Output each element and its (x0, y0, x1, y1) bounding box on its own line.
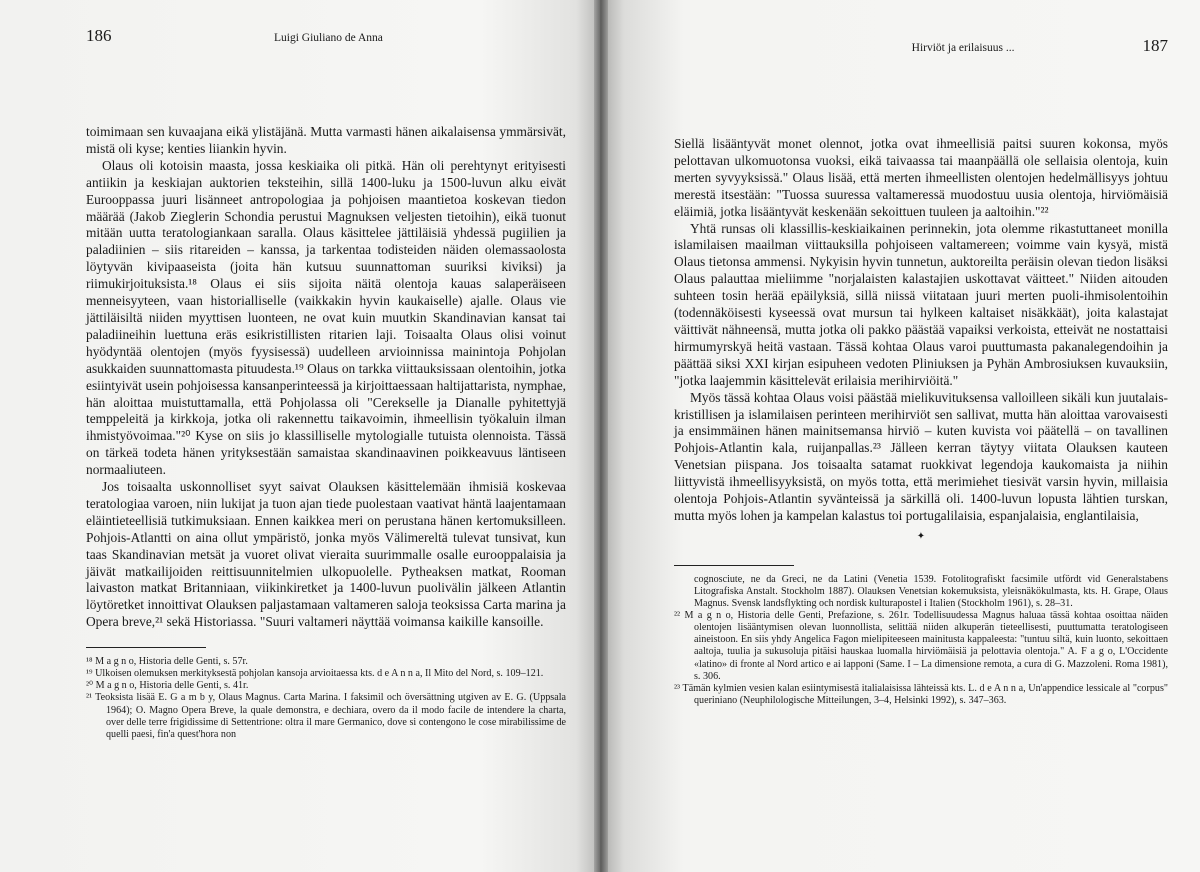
footnote: ²⁰ M a g n o, Historia delle Genti, s. 41r. (86, 680, 249, 692)
footnote: ¹⁹ Ulkoisen olemuksen merkityksestä pohjolan kansoja arvioitaessa kts. d e A n n a, Il Mito del Nord, s. 109–121. (86, 668, 544, 680)
footnote-rule (86, 647, 206, 648)
book-gutter-shadow (594, 0, 608, 872)
footnote: ¹⁸ M a g n o, Historia delle Genti, s. 57r. (86, 656, 248, 668)
left-page-header (86, 26, 566, 66)
right-footnotes (674, 574, 1168, 707)
running-head: Luigi Giuliano de Anna (274, 32, 383, 44)
footnote: ²¹ Teoksista lisää E. G a m b y, Olaus Magnus. Carta Marina. I faksimil och översättning utgiven av E. G. (Uppsala 1964); O. Magno Opera Breve, la quale demonstra, e dechiara, overo da il modo facile de intendere la charta, over delle terre frigidissime di Settentrione: oltra il mare Germanico, dove si contengono le cose mirabilissime de quelli paesi, fin'a quest'hora non (86, 692, 566, 740)
right-page-body (674, 136, 1168, 525)
footnote: ²² M a g n o, Historia delle Genti, Prefazione, s. 261r. Todellisuudessa Magnus haluaa tässä kohtaa osoittaa näiden olentojen lisääntymisen olevan luonnollista, selittää niiden alkuperän tieteellisesti, puuttumatta teratologiseen aineistoon. En siis yhdy Angelica Fagon mielipiteeseen mainitusta kappaleesta: "tuntuu siltä, kuin luonto, sekoittaen aaltoja, tuulia ja sukusoluja pitäisi hauskaa luomalla hirviömäisiä ja pelottavia olentoja." A. F a g o, L'Occidente «latino» di fronte al Nord artico e ai lapponi (Same. I – La dimensione remota, a cura di G. Mazzoleni. Roma 1981), s. 306. (674, 610, 1168, 682)
page-number: 186 (86, 26, 112, 45)
paragraph: Jos toisaalta uskonnolliset syyt saivat Olauksen käsittelemään ihmisiä koskevaa teratologiaa varoen, niin lukijat ja tuon ajan tiede puolestaan vaativat häntä laajentamaan eläintieteellisiä tutkimuksiaan. Ennen kaikkea meri on perustana hänen kertomuksilleen. Pohjois-Atlantti on aina ollut ympäristö, jonka myös Välimereltä tulevat tunsivat, kun taas Skandinavian metsät ja vuoret olivat vieraita suurimmalle osalle eurooppalaisia ja jäivät matkailijoiden reittisuunnitelmien ulkopuolelle. Pytheaksen matkat, Rooman laivaston matkat Britanniaan, viikinkiretket ja 1400-luvun puolivälin jälkeen Atlantin löytöretket innoittivat Olauksen paljastamaan valtameren saloja teoksissa Carta marina ja Opera breve,²¹ sekä Historiassa. "Suuri valtameri näyttää voimansa kaikille kansoille. (86, 479, 566, 630)
page-number: 187 (1142, 36, 1168, 55)
running-head: Hirviöt ja erilaisuus ... (911, 42, 1015, 54)
left-footnotes (86, 656, 566, 741)
ornament-mark: ✦ (916, 530, 926, 542)
left-page-body (86, 124, 566, 631)
footnote: ²³ Tämän kylmien vesien kalan esiintymisestä italialaisissa lähteissä kts. L. d e A n n a, Un'appendice lessicale al "corpus" queriniano (Neuphilologische Mitteilungen, 3–4, Helsinki 1992), s. 347–363. (674, 682, 1168, 706)
paragraph: Myös tässä kohtaa Olaus voisi päästää mielikuvituksensa valloilleen sikäli kun juutalais-kristillisen ja islamilaisen perinteen merihirviöt sen sallivat, mutta hän aloittaa varovaisesti ja ensimmäinen hänen mainitsemansa hirviö – kuten kuvista voi päätellä – on tavallinen Pohjois-Atlantin kala, ruijanpallas.²³ Jälleen kerran täytyy viitata Olauksen kauteen Venetsian piispana. Jos toisaalta satamat ruokkivat legendoja kaukomaista ja niihin liittyvistä ihmeellisyyksistä, on myös totta, että merimiehet tiesivät varsin hyvin, millaisia olentoja Pohjois-Atlantin syvänteissä ja särkillä oli. 1400-luvun lopusta lähtien turskan, mutta myös lohen ja kampelan kalastus toi portugalilaisia, espanjalaisia, englantilaisia, (674, 389, 1168, 523)
right-page (600, 0, 1200, 872)
paragraph: Yhtä runsas oli klassillis-keskiaikainen perinnekin, jota olemme rikastuttaneet monilla islamilaisen maailman viittauksilla pohjoiseen valtamereen; voimme vain kysyä, mistä Olaus tietonsa ammensi. Nykyisin hyvin tunnetun, auktoreilta peräisin olevan tiedon lisäksi Olaus palauttaa mieliimme "norjalaisten kalastajien uskottavat väitteet." Niiden aitouden suhteen tosin herää epäilyksiä, sillä niissä viitataan juuri merten puoli-ihmisolentoihin (todennäköisesti kyseessä ovat mursun tai hylkeen kaltaiset nisäkkäät), joita kalastajat väittivät nähneensä, mutta jotka oli pakko päästää vapaiksi verkoista, etteivät ne nostattaisi hirmumyrskyä heitä vastaan. Tässä kohtaa Olaus varoi puuttumasta pakanalegendoihin ja päättää siksi XXI kirjan esipuheen vedoten Pliniuksen ja Pyhän Ambrosiuksen kuvauksiin, "jotka laajemmin käsittelevät erilaisia merihirviöitä." (674, 220, 1168, 388)
right-page-header (674, 36, 1168, 76)
footnote-continuation: cognosciute, ne da Greci, ne da Latini (Venetia 1539. Fotolitografiskt facsimile utfördt vid Generalstabens Litografiska Anstalt. Stockholm 1887). Olauksen Venetsian kokemuksista, yleisnäkökulmasta, kts. H. Grape, Olaus Magnus. Svensk landsflykting och nordisk kulturapostel i Italien (Stockholm 1961), s. 28–31. (694, 573, 1168, 610)
paragraph: Olaus oli kotoisin maasta, jossa keskiaika oli pitkä. Hän oli perehtynyt erityisesti antiikin ja keskiajan auktorien teksteihin, sillä 1400-luku ja 1500-luvun alku eivät Eurooppassa juuri lisänneet antropologiaa ja pohjoisen maantietoa koskevan tiedon määrää (Jakob Zieglerin Schondia perustui Magnuksen veljesten tietoihin), eikä tuonut mitään uutta teratologiankaan saralla. Olaus käsittelee jättiläisiä yhdessä pugiilien ja paladiinien – siis ritareiden – kanssa, ja tarkentaa todisteiden näiden olemassaolosta löytyvän kivipaaseista (joita hän kutsuu suunnattoman suuriksi kiviksi) ja riimukirjoituksista.¹⁸ Olaus ei siis sijoita näitä olentoja kauas salaperäiseen menneisyyteen, vaan historialliselle (vaikkakin hyvin kaukaiselle) ajalle. Olaus vie jättiläisiltä niiden myyttisen luonteen, ne ovat kuin muutkin Skandinavian kansat tai paladiineihin luettuna eräs esikristillisten ritarien laji. Toisaalta Olaus olisi voinut hyödyntää olentojen (myös fyysisessä) uudelleen arvioinnissa mainintoja Pohjolan asukkaiden suunnattomasta pituudesta.¹⁹ Olaus on tarkka viittauksissaan olentoihin, jotka esiintyivät usein pohjoisessa kansanperinteessä ja kirjoittaessaan haltijattarista, nymphae, hän aloittaa muistuttamalla, että Pohjolassa oli "Cerekselle ja Dianalle pyhitettyjä temppeleitä ja kirkkoja, jotka oli rakennettu taikavoimin, ihmeellisin työkaluin ilman ihmistyövoimaa."²⁰ Kyse on siis jo klassilliselle mytologialle tutuista olennoista. Tässä on tärkeä todeta hänen yrityksestään samaistaa skandinaavinen poikkeavuus läntiseen normaaliuteen. (86, 157, 566, 478)
paragraph: toimimaan sen kuvaajana eikä ylistäjänä. Mutta varmasti hänen aikalaisensa ymmärsivät, mistä oli kyse; kenties liiankin hyvin. (86, 124, 566, 156)
paragraph: Siellä lisääntyvät monet olennot, jotka ovat ihmeellisiä paitsi suuren kokonsa, myös pelottavan ulkomuotonsa vuoksi, eikä taivaassa tai maanpäällä ole sellaisia olentoja, kuin merten syvyyksissä." Olaus lisää, että merten ihmeellisten olentojen hedelmällisyys johtuu merestä itsestään: "Tuossa suuressa valtameressä muodostuu uusia olentoja, hirviömäisiä eläimiä, jotka lisääntyvät keskenään sekoittuen tuuleen ja aaltoihin."²² (674, 136, 1168, 219)
footnote-rule (674, 565, 794, 566)
